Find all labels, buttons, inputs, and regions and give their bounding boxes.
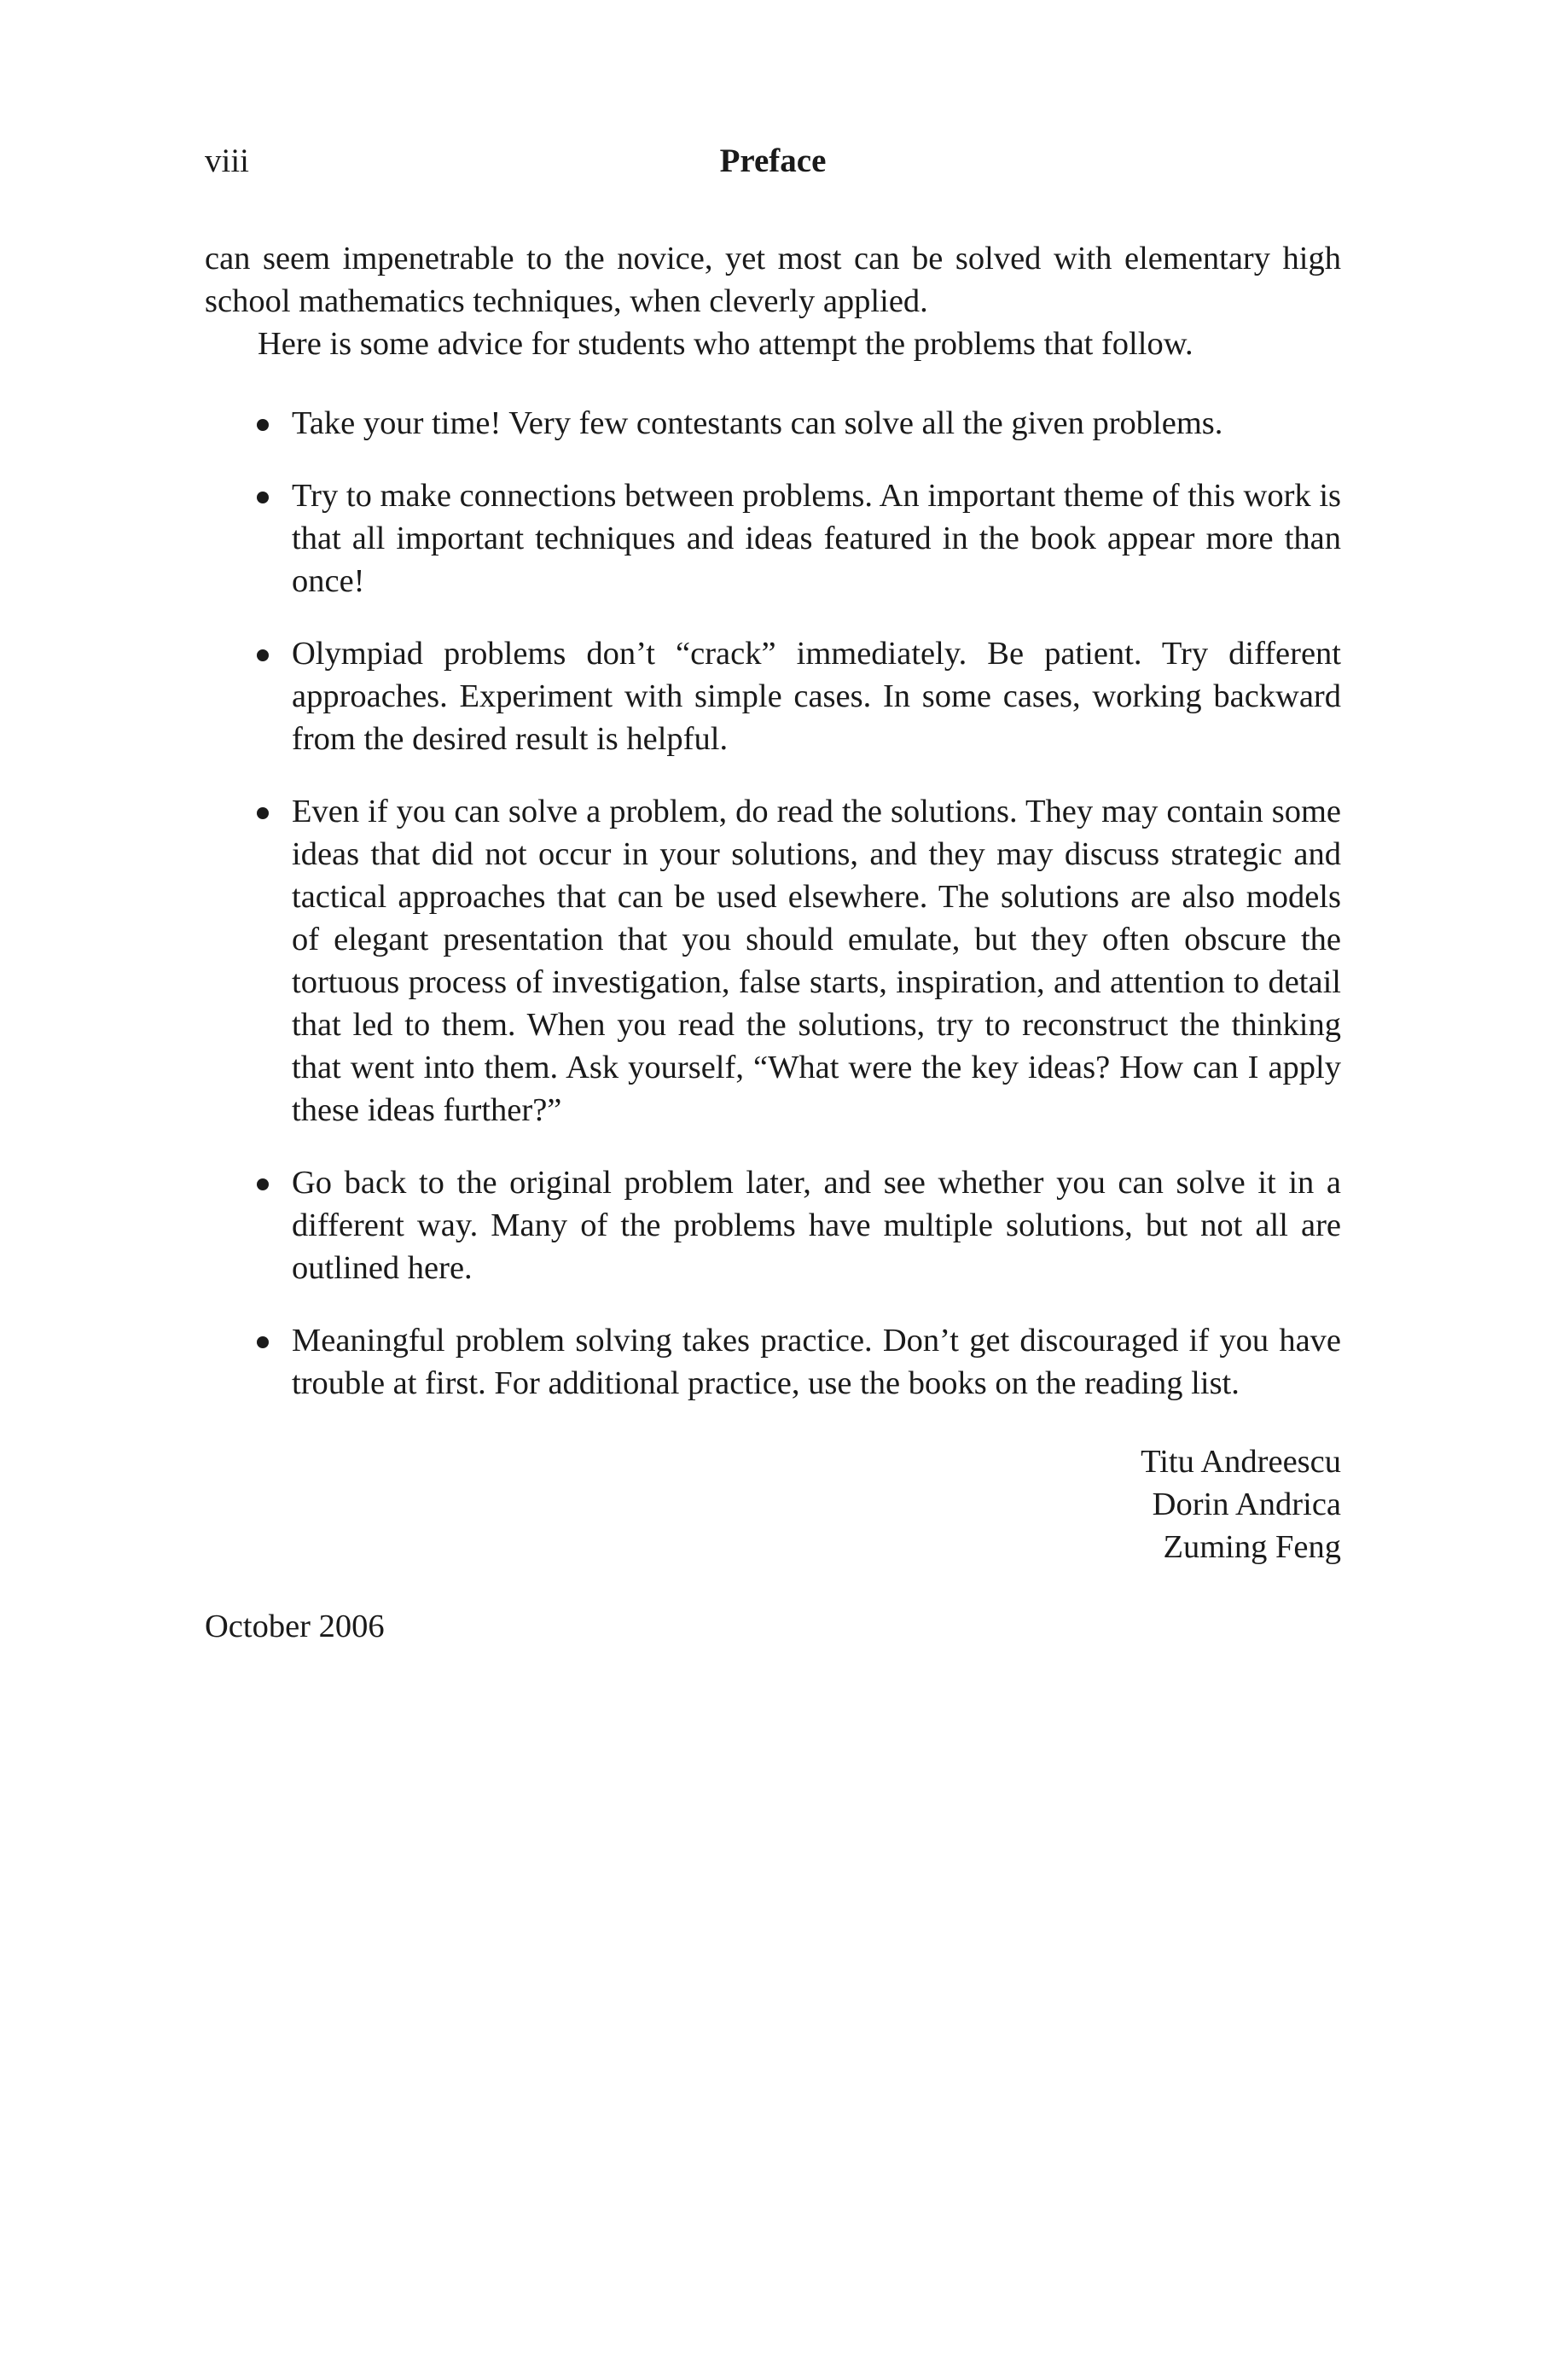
author-name: Dorin Andrica [1152, 1487, 1341, 1522]
preface-body [205, 237, 1341, 1648]
advice-item [205, 790, 1341, 1132]
advice-item [205, 402, 1341, 445]
advice-item-text: Try to make connections between problems. An important theme of this work is that all important techniques and ideas featured in the book appear more than once! [292, 478, 1341, 599]
bullet-icon [257, 1178, 269, 1190]
advice-item-text: Take your time! Very few contestants can solve all the given problems. [292, 405, 1223, 441]
advice-item [205, 1319, 1341, 1405]
bullet-icon [257, 807, 269, 819]
advice-item-text: Meaningful problem solving takes practice. Don’t get discouraged if you have trouble at first. For additional practice, use the books on the reading list. [292, 1323, 1341, 1401]
advice-item-text: Go back to the original problem later, and see whether you can solve it in a different way. Many of the problems have multiple solutions, but not all are outlined here. [292, 1165, 1341, 1286]
running-head [205, 139, 1341, 183]
intro-continuation-paragraph: can seem impenetrable to the novice, yet most can be solved with elementary high school mathematics techniques, when cleverly applied. [205, 241, 1341, 319]
preface-date: October 2006 [205, 1609, 385, 1644]
advice-list [205, 402, 1341, 1405]
bullet-icon [257, 419, 269, 431]
bullet-icon [257, 492, 269, 503]
advice-intro-paragraph: Here is some advice for students who attempt the problems that follow. [258, 326, 1193, 362]
author-signature [205, 1440, 1341, 1568]
bullet-icon [257, 649, 269, 661]
author-name: Titu Andreescu [1141, 1444, 1341, 1480]
author-name: Zuming Feng [1163, 1529, 1341, 1565]
advice-item [205, 474, 1341, 602]
bullet-icon [257, 1336, 269, 1348]
advice-item-text: Olympiad problems don’t “crack” immediately. Be patient. Try different approaches. Experiment with simple cases. In some cases, working backward from the desired result is helpful. [292, 636, 1341, 757]
page-number: viii [205, 143, 250, 179]
section-title: Preface [719, 143, 827, 179]
advice-item [205, 1161, 1341, 1289]
advice-item [205, 632, 1341, 760]
advice-item-text: Even if you can solve a problem, do read the solutions. They may contain some ideas that did not occur in your solutions, and they may discuss strategic and tactical approaches that can be used elsewhere. The solutions are also models of elegant presentation that you should emulate, but they often obscure the tortuous process of investigation, false starts, inspiration, and attention to detail that led to them. When you read the solutions, try to reconstruct the thinking that went into them. Ask yourself, “What were the key ideas? How can I apply these ideas further?” [292, 794, 1341, 1128]
